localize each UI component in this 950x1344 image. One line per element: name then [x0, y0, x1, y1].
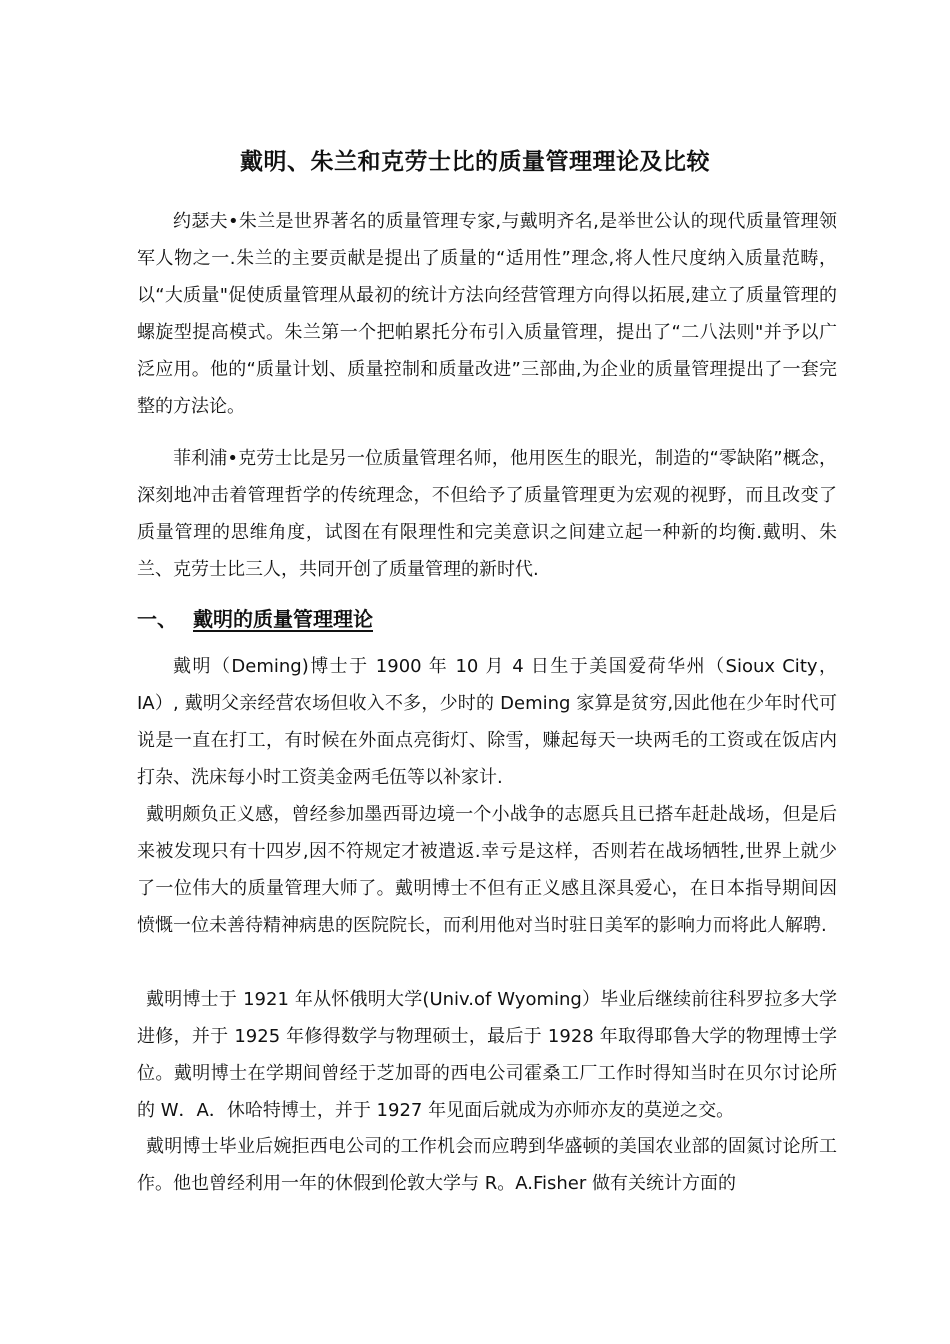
section-heading: [137, 601, 373, 638]
deming-paragraph-career: 戴明博士毕业后婉拒西电公司的工作机会而应聘到华盛顿的美国农业部的固氮讨论所工作。他也曾经利用一年的休假到伦敦大学与 R。A.Fisher 做有关统计方面的: [137, 1136, 837, 1194]
deming-paragraph-justice: 戴明颇负正义感，曾经参加墨西哥边境一个小战争的志愿兵且已搭车赶赴战场，但是后来被发现只有十四岁,因不符规定才被遣返.幸亏是这样，否则若在战场牺牲,世界上就少了一位伟大的质量管理大师了。戴明博士不但有正义感且深具爱心，在日本指导期间因愤慨一位未善待精神病患的医院院长，而利用他对当时驻日美军的影响力而将此人解聘.: [137, 804, 837, 936]
intro-paragraph-crosby: 菲利浦•克劳士比是另一位质量管理名师，他用医生的眼光，制造的“零缺陷”概念，深刻地冲击着管理哲学的传统理念，不但给予了质量管理更为宏观的视野，而且改变了质量管理的思维角度，试图在有限理性和完美意识之间建立起一种新的均衡.戴明、朱兰、克劳士比三人，共同开创了质量管理的新时代.: [137, 448, 837, 580]
deming-paragraph-education: 戴明博士于 1921 年从怀俄明大学(Univ.of Wyoming）毕业后继续前往科罗拉多大学进修，并于 1925 年修得数学与物理硕士，最后于 1928 年取得耶鲁大学的物理博士学位。戴明博士在学期间曾经于芝加哥的西电公司霍桑工厂工作时得知当时在贝尔讨论所的 W．A．休哈特博士，并于 1927 年见面后就成为亦师亦友的莫逆之交。: [137, 989, 837, 1121]
intro-paragraph-juran: 约瑟夫•朱兰是世界著名的质量管理专家,与戴明齐名,是举世公认的现代质量管理领军人物之一.朱兰的主要贡献是提出了质量的“适用性”理念,将人性尺度纳入质量范畴，以“大质量"促使质量管理从最初的统计方法向经营管理方向得以拓展,建立了质量管理的螺旋型提高模式。朱兰第一个把帕累托分布引入质量管理，提出了“二八法则"并予以广泛应用。他的“质量计划、质量控制和质量改进”三部曲,为企业的质量管理提出了一套完整的方法论。: [137, 211, 837, 417]
section-number: 一、: [137, 607, 177, 631]
document-title: 戴明、朱兰和克劳士比的质量管理理论及比较: [240, 149, 710, 175]
deming-paragraph-birth: 戴明（Deming)博士于 1900 年 10 月 4 日生于美国爱荷华州（Sioux City，IA）, 戴明父亲经营农场但收入不多，少时的 Deming 家算是贫穷,因此他在少年时代可说是一直在打工，有时候在外面点亮街灯、除雪，赚起每天一块两毛的工资或在饭店内打杂、洗床每小时工资美金两毛伍等以补家计.: [137, 656, 837, 788]
section-title: 戴明的质量管理理论: [193, 607, 373, 631]
